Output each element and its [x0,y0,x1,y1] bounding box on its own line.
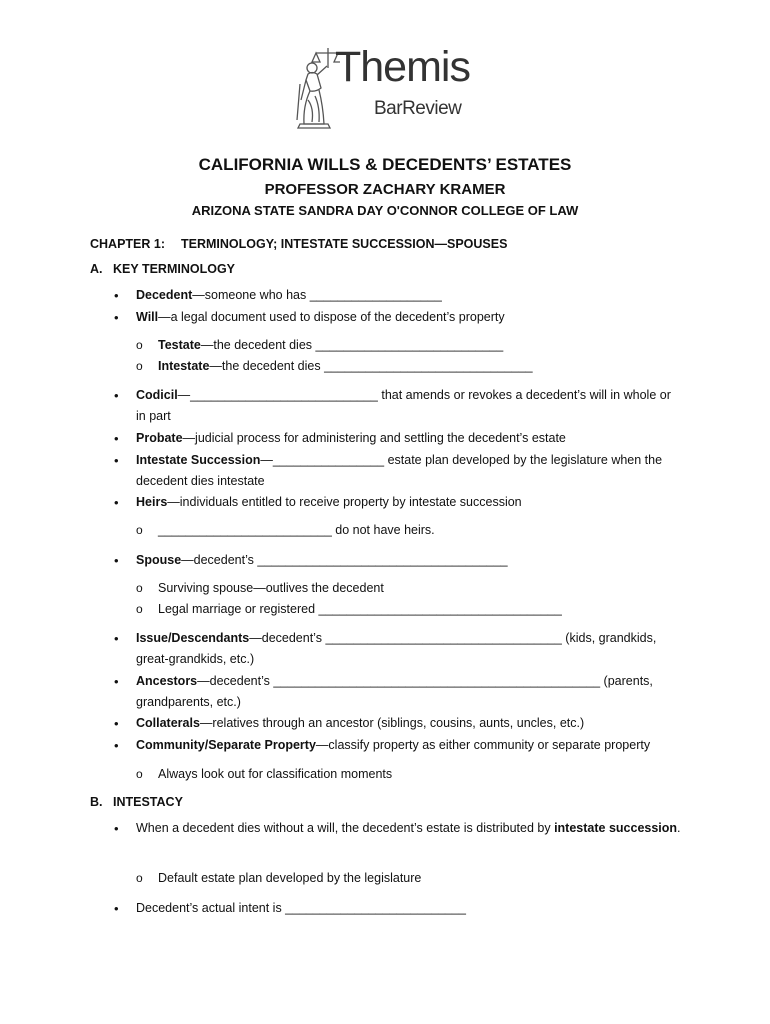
section-b-heading [90,795,183,809]
sub-intestate [158,356,533,377]
logo-wordmark: Themis [335,43,470,91]
term: Decedent [136,288,193,302]
bullet-ancestors [136,671,681,713]
term: Probate [136,431,183,445]
section-letter: A. [90,262,103,276]
definition: —the decedent dies ______________________________ [209,359,533,373]
term: Ancestors [136,674,198,688]
bullet-codicil [136,385,681,427]
definition: —decedent’s _______________________________________________ (parents, grandparents, etc.) [136,674,653,709]
definition: —decedent’s __________________________________ (kids, grandkids, great-grandkids, etc.) [136,631,657,666]
section-a-heading [90,262,235,276]
term: Community/Separate Property [136,738,316,752]
bullet-actual-intent: • Decedent’s actual intent is __________________________ [136,898,681,919]
term: Intestate [158,359,210,373]
definition: —a legal document used to dispose of the decedent’s property [158,310,505,324]
section-title: INTESTACY [113,795,183,809]
sub-default-plan: o Default estate plan developed by the legislature [158,868,421,889]
definition: —someone who has ___________________ [192,288,442,302]
bullet-spouse [136,550,681,571]
lady-justice-icon [290,44,340,130]
section-letter: B. [90,795,103,809]
definition: —judicial process for administering and settling the decedent’s estate [182,431,566,445]
definition: —classify property as either community or separate property [315,738,651,752]
term: Codicil [136,388,178,402]
sub-legal-marriage: o Legal marriage or registered ___________________________________ [158,599,562,620]
bullet-community-property [136,735,681,756]
bullet-intestate-succession [136,450,681,492]
document-title: CALIFORNIA WILLS & DECEDENTS’ ESTATES [198,155,572,174]
definition: —the decedent dies ___________________________ [200,338,504,352]
bullet-intestacy-when [136,818,681,839]
sub-heirs: o _________________________ do not have heirs. [158,520,435,541]
bullet-collaterals [136,713,681,734]
school-name: ARIZONA STATE SANDRA DAY O'CONNOR COLLEGE OF LAW [191,203,579,218]
definition: —relatives through an ancestor (siblings, cousins, aunts, uncles, etc.) [199,716,585,730]
bullet-will [136,307,681,328]
term: intestate succession [554,821,678,835]
bullet-issue [136,628,681,670]
term: Issue/Descendants [136,631,250,645]
themis-logo [290,44,480,130]
bullet-probate [136,428,681,449]
logo-subtitle: BarReview [374,98,462,119]
definition: —________________ estate plan developed by the legislature when the decedent dies intestate [136,453,663,488]
term: Intestate Succession [136,453,261,467]
sub-classification: o Always look out for classification moments [158,764,392,785]
text: . [677,821,681,835]
term: Heirs [136,495,168,509]
chapter-label: CHAPTER 1: [90,237,166,251]
sub-testate [158,335,503,356]
term: Spouse [136,553,182,567]
definition: —___________________________ that amends or revokes a decedent’s will in whole or in part [136,388,671,423]
sub-surviving-spouse: o Surviving spouse—outlives the decedent [158,578,384,599]
chapter-heading [90,237,507,251]
term: Testate [158,338,201,352]
section-title: KEY TERMINOLOGY [113,262,236,276]
professor-name: PROFESSOR ZACHARY KRAMER [264,181,506,198]
bullet-decedent [136,285,681,306]
definition: —individuals entitled to receive property by intestate succession [167,495,522,509]
definition: —decedent’s ____________________________________ [181,553,508,567]
term: Will [136,310,159,324]
bullet-heirs [136,492,681,513]
term: Collaterals [136,716,200,730]
text: When a decedent dies without a will, the decedent’s estate is distributed by [136,821,555,835]
chapter-title: TERMINOLOGY; INTESTATE SUCCESSION—SPOUSES [181,237,508,251]
